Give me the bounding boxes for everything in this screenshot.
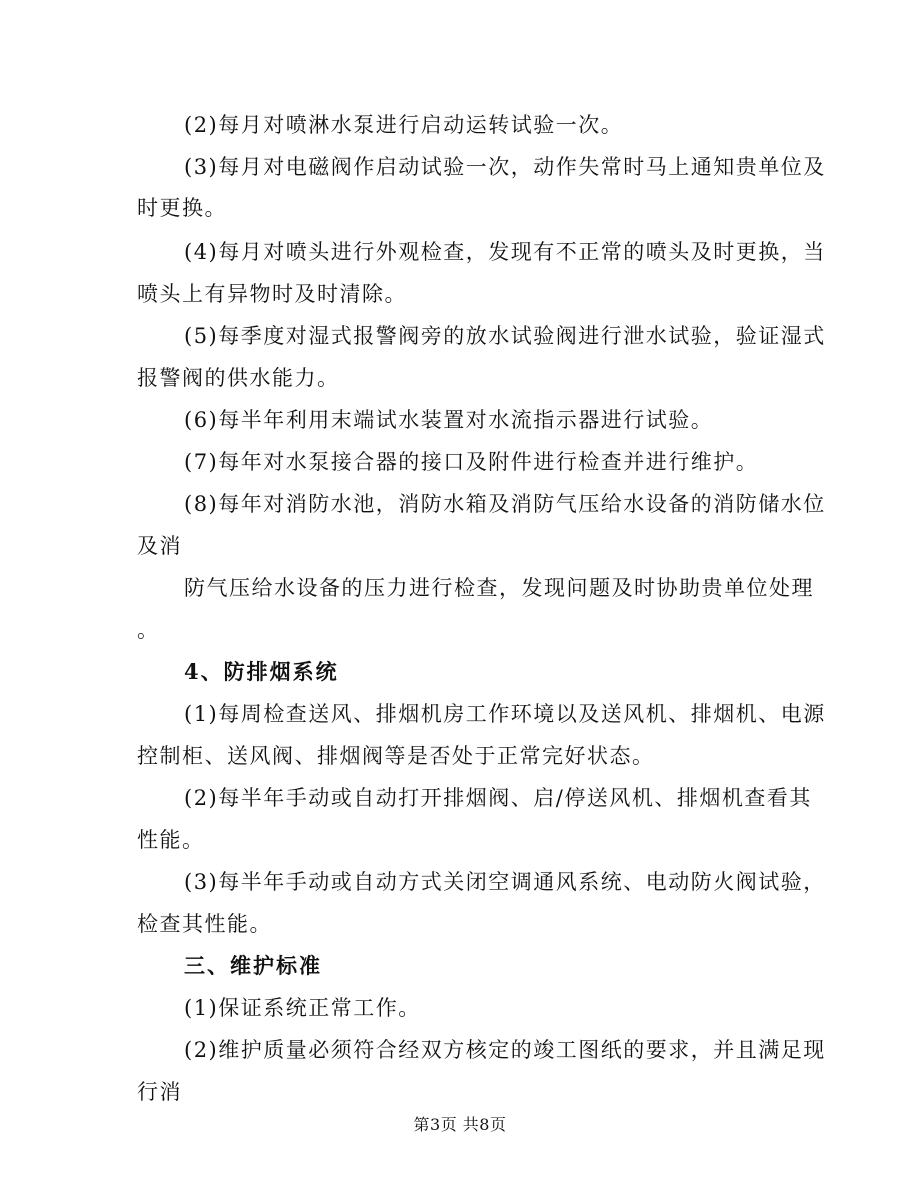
text-line: 防气压给水设备的压力进行检查，发现问题及时协助贵单位处理 xyxy=(184,576,814,600)
text-line: (5)每季度对湿式报警阀旁的放水试验阀进行泄水试验，验证湿式 xyxy=(184,324,826,348)
text-line: 喷头上有异物时及时清除。 xyxy=(137,282,407,306)
text-line: 报警阀的供水能力。 xyxy=(137,366,340,390)
text-line: (3)每月对电磁阀作启动试验一次，动作失常时马上通知贵单位及 xyxy=(184,155,826,179)
text-line: (1)每周检查送风、排烟机房工作环境以及送风机、排烟机、电源 xyxy=(184,702,826,726)
text-line: (2)维护质量必须符合经双方核定的竣工图纸的要求，并且满足现 xyxy=(184,1038,826,1062)
text-line: 控制柜、送风阀、排烟阀等是否处于正常完好状态。 xyxy=(137,744,655,768)
text-line: 。 xyxy=(137,618,160,642)
text-line: 行消 xyxy=(137,1080,182,1104)
text-line: (3)每半年手动或自动方式关闭空调通风系统、电动防火阀试验， xyxy=(184,870,826,894)
text-line: 及消 xyxy=(137,534,182,558)
text-line: 时更换。 xyxy=(137,196,227,220)
text-line: (8)每年对消防水池，消防水箱及消防气压给水设备的消防储水位 xyxy=(184,492,826,516)
section-heading: 4、防排烟系统 xyxy=(184,659,339,684)
text-line: (6)每半年利用末端试水装置对水流指示器进行试验。 xyxy=(184,408,714,432)
text-line: (7)每年对水泵接合器的接口及附件进行检查并进行维护。 xyxy=(184,450,759,474)
text-line: 检查其性能。 xyxy=(137,912,272,936)
text-line: (2)每月对喷淋水泵进行启动运转试验一次。 xyxy=(184,113,624,137)
text-line: (1)保证系统正常工作。 xyxy=(184,996,421,1020)
section-heading: 三、维护标准 xyxy=(184,953,322,978)
page-number: 第3页 共8页 xyxy=(413,1115,507,1134)
text-line: 性能。 xyxy=(137,828,205,852)
text-line: (4)每月对喷头进行外观检查，发现有不正常的喷头及时更换，当 xyxy=(184,240,826,264)
text-line: (2)每半年手动或自动打开排烟阀、启/停送风机、排烟机查看其 xyxy=(184,786,812,810)
